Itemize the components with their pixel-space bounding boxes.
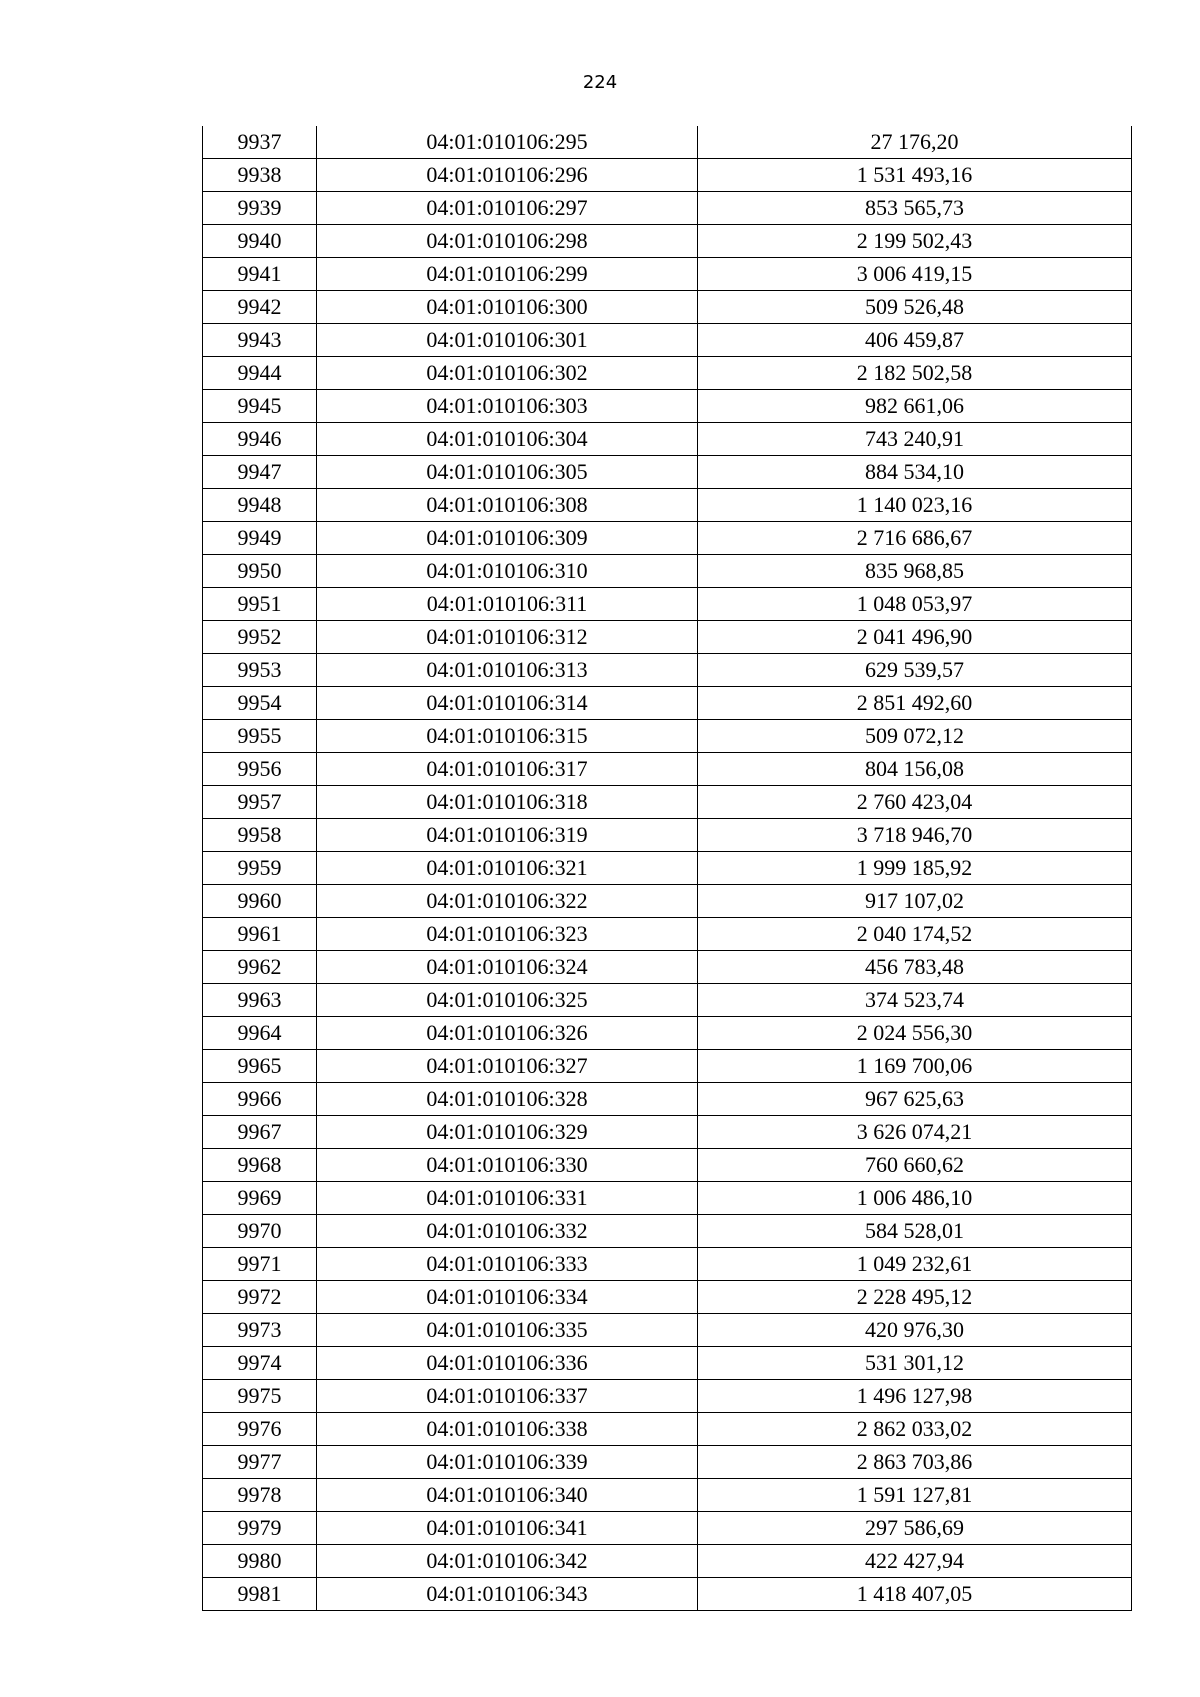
row-number-cell: 9971: [203, 1248, 317, 1281]
table-row: [203, 819, 1132, 852]
cadastral-number-cell: 04:01:010106:313: [317, 654, 698, 687]
cadastral-number-cell: 04:01:010106:329: [317, 1116, 698, 1149]
value-cell: 1 048 053,97: [698, 588, 1132, 621]
table-row: [203, 1182, 1132, 1215]
value-cell: 531 301,12: [698, 1347, 1132, 1380]
table-row: [203, 258, 1132, 291]
cadastral-number-cell: 04:01:010106:300: [317, 291, 698, 324]
cadastral-number-cell: 04:01:010106:325: [317, 984, 698, 1017]
cadastral-number-cell: 04:01:010106:308: [317, 489, 698, 522]
row-number-cell: 9963: [203, 984, 317, 1017]
cadastral-number-cell: 04:01:010106:332: [317, 1215, 698, 1248]
cadastral-number-cell: 04:01:010106:317: [317, 753, 698, 786]
row-number-cell: 9980: [203, 1545, 317, 1578]
cadastral-number-cell: 04:01:010106:303: [317, 390, 698, 423]
cadastral-number-cell: 04:01:010106:305: [317, 456, 698, 489]
cadastral-number-cell: 04:01:010106:296: [317, 159, 698, 192]
table-row: [203, 1512, 1132, 1545]
row-number-cell: 9960: [203, 885, 317, 918]
table-row: [203, 522, 1132, 555]
table-row: [203, 753, 1132, 786]
table-body: [203, 126, 1132, 1611]
table-row: [203, 291, 1132, 324]
value-cell: 297 586,69: [698, 1512, 1132, 1545]
row-number-cell: 9951: [203, 588, 317, 621]
row-number-cell: 9957: [203, 786, 317, 819]
table-row: [203, 1116, 1132, 1149]
row-number-cell: 9952: [203, 621, 317, 654]
table-row: [203, 1248, 1132, 1281]
value-cell: 1 418 407,05: [698, 1578, 1132, 1611]
value-cell: 2 182 502,58: [698, 357, 1132, 390]
row-number-cell: 9942: [203, 291, 317, 324]
value-cell: 2 862 033,02: [698, 1413, 1132, 1446]
row-number-cell: 9975: [203, 1380, 317, 1413]
cadastral-number-cell: 04:01:010106:339: [317, 1446, 698, 1479]
cadastral-number-cell: 04:01:010106:304: [317, 423, 698, 456]
row-number-cell: 9948: [203, 489, 317, 522]
row-number-cell: 9978: [203, 1479, 317, 1512]
cadastral-number-cell: 04:01:010106:328: [317, 1083, 698, 1116]
cadastral-number-cell: 04:01:010106:330: [317, 1149, 698, 1182]
cadastral-number-cell: 04:01:010106:333: [317, 1248, 698, 1281]
cadastral-number-cell: 04:01:010106:310: [317, 555, 698, 588]
value-cell: 1 006 486,10: [698, 1182, 1132, 1215]
value-cell: 1 591 127,81: [698, 1479, 1132, 1512]
value-cell: 2 024 556,30: [698, 1017, 1132, 1050]
value-cell: 1 531 493,16: [698, 159, 1132, 192]
cadastral-number-cell: 04:01:010106:338: [317, 1413, 698, 1446]
row-number-cell: 9955: [203, 720, 317, 753]
table-row: [203, 126, 1132, 159]
row-number-cell: 9981: [203, 1578, 317, 1611]
value-cell: 509 526,48: [698, 291, 1132, 324]
cadastral-number-cell: 04:01:010106:337: [317, 1380, 698, 1413]
cadastral-number-cell: 04:01:010106:321: [317, 852, 698, 885]
row-number-cell: 9972: [203, 1281, 317, 1314]
row-number-cell: 9961: [203, 918, 317, 951]
row-number-cell: 9953: [203, 654, 317, 687]
table-row: [203, 1050, 1132, 1083]
cadastral-number-cell: 04:01:010106:326: [317, 1017, 698, 1050]
value-cell: 27 176,20: [698, 126, 1132, 159]
value-cell: 2 199 502,43: [698, 225, 1132, 258]
cadastral-number-cell: 04:01:010106:301: [317, 324, 698, 357]
value-cell: 2 863 703,86: [698, 1446, 1132, 1479]
table-row: [203, 225, 1132, 258]
row-number-cell: 9940: [203, 225, 317, 258]
row-number-cell: 9939: [203, 192, 317, 225]
row-number-cell: 9949: [203, 522, 317, 555]
row-number-cell: 9965: [203, 1050, 317, 1083]
value-cell: 420 976,30: [698, 1314, 1132, 1347]
row-number-cell: 9979: [203, 1512, 317, 1545]
value-cell: 1 496 127,98: [698, 1380, 1132, 1413]
table-row: [203, 1545, 1132, 1578]
row-number-cell: 9946: [203, 423, 317, 456]
cadastral-number-cell: 04:01:010106:295: [317, 126, 698, 159]
cadastral-number-cell: 04:01:010106:314: [317, 687, 698, 720]
row-number-cell: 9956: [203, 753, 317, 786]
value-cell: 374 523,74: [698, 984, 1132, 1017]
row-number-cell: 9945: [203, 390, 317, 423]
value-cell: 2 851 492,60: [698, 687, 1132, 720]
cadastral-number-cell: 04:01:010106:297: [317, 192, 698, 225]
table-row: [203, 687, 1132, 720]
row-number-cell: 9959: [203, 852, 317, 885]
cadastral-number-cell: 04:01:010106:323: [317, 918, 698, 951]
value-cell: 3 006 419,15: [698, 258, 1132, 291]
cadastral-number-cell: 04:01:010106:298: [317, 225, 698, 258]
cadastral-number-cell: 04:01:010106:331: [317, 1182, 698, 1215]
value-cell: 982 661,06: [698, 390, 1132, 423]
row-number-cell: 9938: [203, 159, 317, 192]
value-cell: 917 107,02: [698, 885, 1132, 918]
value-cell: 1 140 023,16: [698, 489, 1132, 522]
table-row: [203, 951, 1132, 984]
table-row: [203, 1017, 1132, 1050]
cadastral-number-cell: 04:01:010106:311: [317, 588, 698, 621]
table-row: [203, 621, 1132, 654]
row-number-cell: 9967: [203, 1116, 317, 1149]
table-row: [203, 357, 1132, 390]
cadastral-number-cell: 04:01:010106:309: [317, 522, 698, 555]
row-number-cell: 9973: [203, 1314, 317, 1347]
row-number-cell: 9950: [203, 555, 317, 588]
value-cell: 804 156,08: [698, 753, 1132, 786]
table-row: [203, 390, 1132, 423]
value-cell: 2 228 495,12: [698, 1281, 1132, 1314]
table-row: [203, 1083, 1132, 1116]
row-number-cell: 9943: [203, 324, 317, 357]
table-row: [203, 1281, 1132, 1314]
table-row: [203, 588, 1132, 621]
row-number-cell: 9970: [203, 1215, 317, 1248]
value-cell: 3 626 074,21: [698, 1116, 1132, 1149]
row-number-cell: 9941: [203, 258, 317, 291]
table-row: [203, 885, 1132, 918]
cadastral-number-cell: 04:01:010106:336: [317, 1347, 698, 1380]
table-row: [203, 1578, 1132, 1611]
table-row: [203, 1215, 1132, 1248]
value-cell: 2 041 496,90: [698, 621, 1132, 654]
value-cell: 584 528,01: [698, 1215, 1132, 1248]
row-number-cell: 9937: [203, 126, 317, 159]
row-number-cell: 9966: [203, 1083, 317, 1116]
cadastral-number-cell: 04:01:010106:322: [317, 885, 698, 918]
data-table: [202, 126, 1132, 1611]
value-cell: 853 565,73: [698, 192, 1132, 225]
row-number-cell: 9954: [203, 687, 317, 720]
row-number-cell: 9958: [203, 819, 317, 852]
cadastral-number-cell: 04:01:010106:312: [317, 621, 698, 654]
table-row: [203, 1479, 1132, 1512]
table-row: [203, 1347, 1132, 1380]
table-row: [203, 489, 1132, 522]
row-number-cell: 9964: [203, 1017, 317, 1050]
table-row: [203, 918, 1132, 951]
table-row: [203, 786, 1132, 819]
value-cell: 406 459,87: [698, 324, 1132, 357]
value-cell: 2 040 174,52: [698, 918, 1132, 951]
row-number-cell: 9947: [203, 456, 317, 489]
value-cell: 1 999 185,92: [698, 852, 1132, 885]
cadastral-number-cell: 04:01:010106:315: [317, 720, 698, 753]
table-row: [203, 1314, 1132, 1347]
cadastral-number-cell: 04:01:010106:327: [317, 1050, 698, 1083]
value-cell: 2 760 423,04: [698, 786, 1132, 819]
cadastral-number-cell: 04:01:010106:318: [317, 786, 698, 819]
table-row: [203, 456, 1132, 489]
value-cell: 835 968,85: [698, 555, 1132, 588]
row-number-cell: 9974: [203, 1347, 317, 1380]
value-cell: 629 539,57: [698, 654, 1132, 687]
row-number-cell: 9962: [203, 951, 317, 984]
table-row: [203, 654, 1132, 687]
value-cell: 509 072,12: [698, 720, 1132, 753]
row-number-cell: 9969: [203, 1182, 317, 1215]
page-number: 224: [582, 72, 618, 93]
value-cell: 1 049 232,61: [698, 1248, 1132, 1281]
cadastral-number-cell: 04:01:010106:319: [317, 819, 698, 852]
row-number-cell: 9977: [203, 1446, 317, 1479]
cadastral-number-cell: 04:01:010106:341: [317, 1512, 698, 1545]
table-row: [203, 1380, 1132, 1413]
row-number-cell: 9968: [203, 1149, 317, 1182]
value-cell: 3 718 946,70: [698, 819, 1132, 852]
cadastral-number-cell: 04:01:010106:340: [317, 1479, 698, 1512]
table-row: [203, 1446, 1132, 1479]
value-cell: 456 783,48: [698, 951, 1132, 984]
table-row: [203, 1413, 1132, 1446]
row-number-cell: 9944: [203, 357, 317, 390]
value-cell: 743 240,91: [698, 423, 1132, 456]
table-row: [203, 159, 1132, 192]
value-cell: 760 660,62: [698, 1149, 1132, 1182]
table-row: [203, 720, 1132, 753]
cadastral-number-cell: 04:01:010106:324: [317, 951, 698, 984]
table-row: [203, 192, 1132, 225]
value-cell: 422 427,94: [698, 1545, 1132, 1578]
cadastral-number-cell: 04:01:010106:343: [317, 1578, 698, 1611]
table-row: [203, 423, 1132, 456]
cadastral-number-cell: 04:01:010106:302: [317, 357, 698, 390]
table-row: [203, 1149, 1132, 1182]
table-row: [203, 984, 1132, 1017]
table-row: [203, 555, 1132, 588]
row-number-cell: 9976: [203, 1413, 317, 1446]
value-cell: 2 716 686,67: [698, 522, 1132, 555]
value-cell: 884 534,10: [698, 456, 1132, 489]
value-cell: 1 169 700,06: [698, 1050, 1132, 1083]
cadastral-number-cell: 04:01:010106:335: [317, 1314, 698, 1347]
cadastral-number-cell: 04:01:010106:334: [317, 1281, 698, 1314]
value-cell: 967 625,63: [698, 1083, 1132, 1116]
cadastral-number-cell: 04:01:010106:299: [317, 258, 698, 291]
cadastral-number-cell: 04:01:010106:342: [317, 1545, 698, 1578]
table-row: [203, 852, 1132, 885]
table-row: [203, 324, 1132, 357]
